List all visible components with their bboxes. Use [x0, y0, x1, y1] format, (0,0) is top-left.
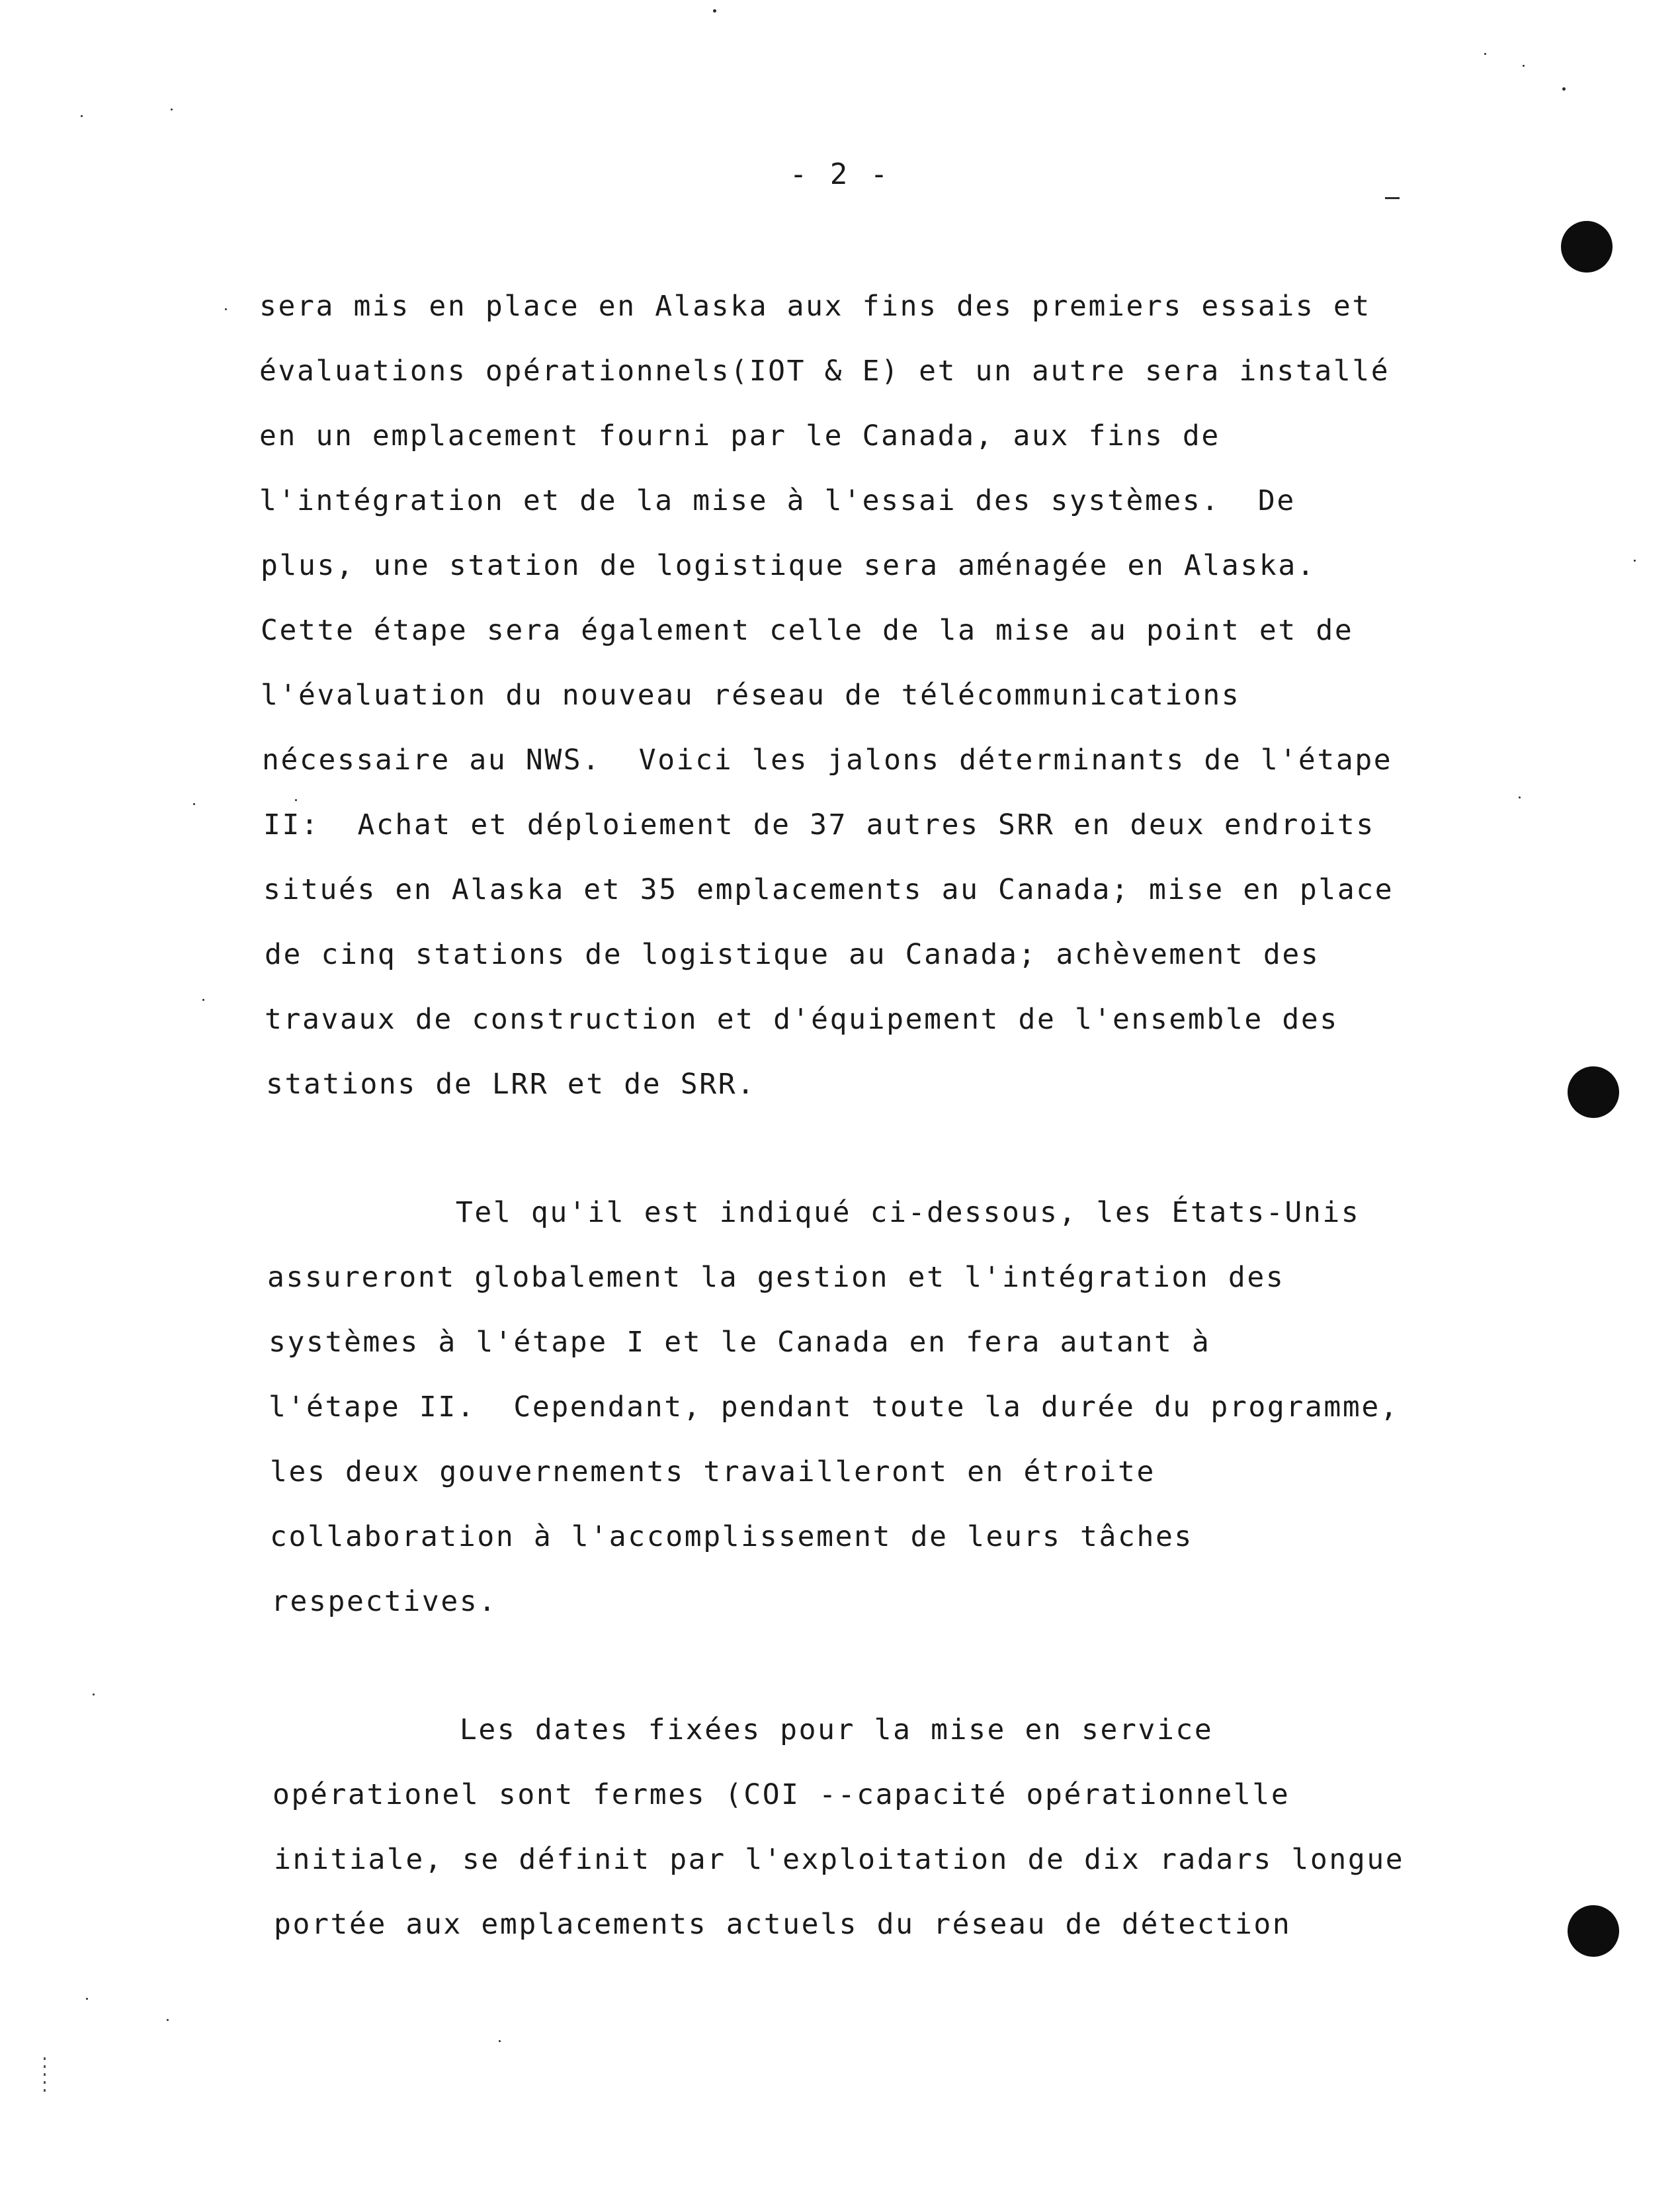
text-line: opérationel sont fermes (COI --capacité opérationnelle: [273, 1778, 1290, 1811]
text-line: de cinq stations de logistique au Canada; achèvement des: [265, 938, 1320, 971]
scan-speck: [295, 799, 297, 801]
text-line: Les dates fixées pour la mise en service: [271, 1713, 1214, 1746]
text-line: l'étape II. Cependant, pendant toute la durée du programme,: [269, 1391, 1400, 1424]
scan-speck: [1519, 796, 1521, 798]
scan-speck: [225, 308, 227, 310]
text-line: situés en Alaska et 35 emplacements au Canada; mise en place: [263, 873, 1394, 906]
scan-speck: [171, 108, 173, 110]
punch-hole: [1561, 221, 1613, 273]
page-number: - 2 -: [789, 157, 891, 191]
scan-speck: [93, 1694, 95, 1695]
text-line: l'intégration et de la mise à l'essai des systèmes. De: [259, 484, 1296, 517]
scan-speck: [81, 115, 83, 117]
punch-hole: [1568, 1905, 1619, 1957]
scan-speck: [1634, 560, 1636, 562]
text-line: l'évaluation du nouveau réseau de télécommunications: [261, 679, 1241, 712]
scan-speck: [202, 999, 204, 1001]
text-line: en un emplacement fourni par le Canada, aux fins de: [259, 419, 1220, 452]
punch-hole: [1568, 1066, 1619, 1118]
text-line: initiale, se définit par l'exploitation de dix radars longue: [274, 1843, 1405, 1876]
scan-speck: [1523, 65, 1525, 67]
text-line: sera mis en place en Alaska aux fins des premiers essais et: [259, 290, 1371, 323]
text-line: II: Achat et déploiement de 37 autres SRR en deux endroits: [263, 808, 1375, 841]
text-line: Cette étape sera également celle de la mise au point et de: [261, 614, 1354, 647]
scan-edge-dots: [44, 2057, 46, 2097]
scan-speck: [1562, 87, 1566, 91]
scan-speck: [499, 2040, 501, 2042]
text-line: les deux gouvernements travailleront en étroite: [270, 1455, 1155, 1488]
scan-speck: [1484, 53, 1486, 55]
scan-speck: [167, 2019, 169, 2021]
text-line: plus, une station de logistique sera aménagée en Alaska.: [261, 549, 1316, 582]
text-line: évaluations opérationnels(IOT & E) et un autre sera installé: [259, 355, 1390, 388]
text-line: assureront globalement la gestion et l'intégration des: [267, 1261, 1285, 1294]
scan-speck: [713, 9, 716, 13]
text-line: travaux de construction et d'équipement de l'ensemble des: [265, 1003, 1339, 1036]
text-line: systèmes à l'étape I et le Canada en fera autant à: [269, 1326, 1211, 1359]
text-line: collaboration à l'accomplissement de leurs tâches: [270, 1520, 1193, 1553]
scan-speck: [193, 803, 195, 805]
scan-mark: [1385, 197, 1400, 199]
text-line: stations de LRR et de SRR.: [266, 1068, 756, 1101]
text-line: nécessaire au NWS. Voici les jalons déterminants de l'étape: [262, 744, 1393, 777]
scan-speck: [86, 1998, 88, 2000]
text-line: Tel qu'il est indiqué ci-dessous, les États-Unis: [267, 1196, 1361, 1229]
text-line: respectives.: [271, 1585, 497, 1618]
text-line: portée aux emplacements actuels du réseau de détection: [274, 1908, 1292, 1941]
